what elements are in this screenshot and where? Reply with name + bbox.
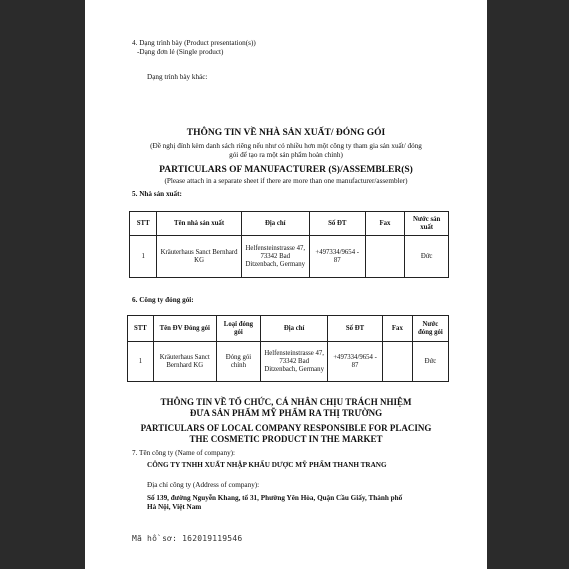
company-address-line2: Hà Nội, Việt Nam (147, 503, 202, 511)
company-address-label: Địa chỉ công ty (Address of company): (147, 481, 260, 489)
col-country: Nước đóng gói (412, 316, 448, 342)
local-title-en-2: THE COSMETIC PRODUCT IN THE MARKET (189, 434, 383, 444)
document-page (85, 0, 487, 569)
file-code: Mã hồ sơ: 162019119546 (132, 534, 243, 543)
local-title-vi-1: THÔNG TIN VỀ TỔ CHỨC, CÁ NHÂN CHỊU TRÁCH NHIỆM (160, 397, 412, 407)
local-title-en-1: PARTICULARS OF LOCAL COMPANY RESPONSIBLE FOR PLACING (140, 423, 432, 433)
section4-line2: -Dạng đơn lẻ (Single product) (137, 48, 224, 56)
col-phone: Số ĐT (328, 316, 383, 342)
packer-table (127, 315, 449, 382)
cell-fax (365, 236, 405, 278)
cell-name: Kräuterhaus Sanct Bernhard KG (153, 342, 216, 382)
manufacturer-note-vi-2: gói để tạo ra một sản phẩm hoàn chỉnh) (229, 151, 343, 159)
manufacturer-note-vi-1: (Đề nghị đính kèm danh sách riêng nếu như có nhiều hơn một công ty tham gia sản xuất/ đóng (150, 142, 422, 150)
col-phone: Số ĐT (309, 212, 365, 236)
cell-phone: +497334/9654 - 87 (328, 342, 383, 382)
cell-fax (382, 342, 412, 382)
col-address: Địa chỉ (261, 316, 328, 342)
manufacturer-table (129, 211, 449, 278)
manufacturer-note-en: (Please attach in a separate sheet if there are more than one manufacturer/assembler) (164, 177, 408, 185)
table-row (130, 236, 449, 278)
table-row (128, 342, 449, 382)
cell-stt: 1 (128, 342, 154, 382)
manufacturer-title-vi: THÔNG TIN VỀ NHÀ SẢN XUẤT/ ĐÓNG GÓI (186, 128, 386, 138)
cell-name: Kräuterhaus Sanct Bernhard KG (157, 236, 241, 278)
section7-label: 7. Tên công ty (Name of company): (132, 449, 236, 457)
col-country: Nước sản xuất (405, 212, 449, 236)
col-pack-type: Loại đóng gói (216, 316, 260, 342)
section5-label: 5. Nhà sản xuất: (132, 190, 182, 198)
section6-label: 6. Công ty đóng gói: (132, 296, 194, 304)
col-packer-name: Tên ĐV Đóng gói (153, 316, 216, 342)
cell-phone: +497334/9654 - 87 (309, 236, 365, 278)
col-fax: Fax (365, 212, 405, 236)
section4-line3: Dạng trình bày khác: (147, 73, 208, 81)
col-manufacturer-name: Tên nhà sản xuất (157, 212, 241, 236)
cell-type: Đóng gói chính (216, 342, 260, 382)
local-title-vi-2: ĐƯA SẢN PHẨM MỸ PHẨM RA THỊ TRƯỜNG (189, 408, 383, 418)
col-fax: Fax (382, 316, 412, 342)
cell-address: Helfensteinstrasse 47, 73342 Bad Ditzenbach, Germany (241, 236, 309, 278)
company-name: CÔNG TY TNHH XUẤT NHẬP KHẨU DƯỢC MỸ PHẨM THANH TRANG (147, 461, 387, 469)
cell-country: Đức (405, 236, 449, 278)
manufacturer-title-en: PARTICULARS OF MANUFACTURER (S)/ASSEMBLER(S) (159, 165, 413, 175)
section4-line1: 4. Dạng trình bày (Product presentation(s)) (132, 39, 256, 47)
cell-stt: 1 (130, 236, 157, 278)
col-stt: STT (130, 212, 157, 236)
cell-address: Helfensteinstrasse 47, 73342 Bad Ditzenbach, Germany (261, 342, 328, 382)
cell-country: Đức (412, 342, 448, 382)
col-stt: STT (128, 316, 154, 342)
company-address-line1: Số 139, đường Nguyễn Khang, tổ 31, Phường Yên Hòa, Quận Cầu Giấy, Thành phố (147, 494, 403, 502)
col-address: Địa chỉ (241, 212, 309, 236)
